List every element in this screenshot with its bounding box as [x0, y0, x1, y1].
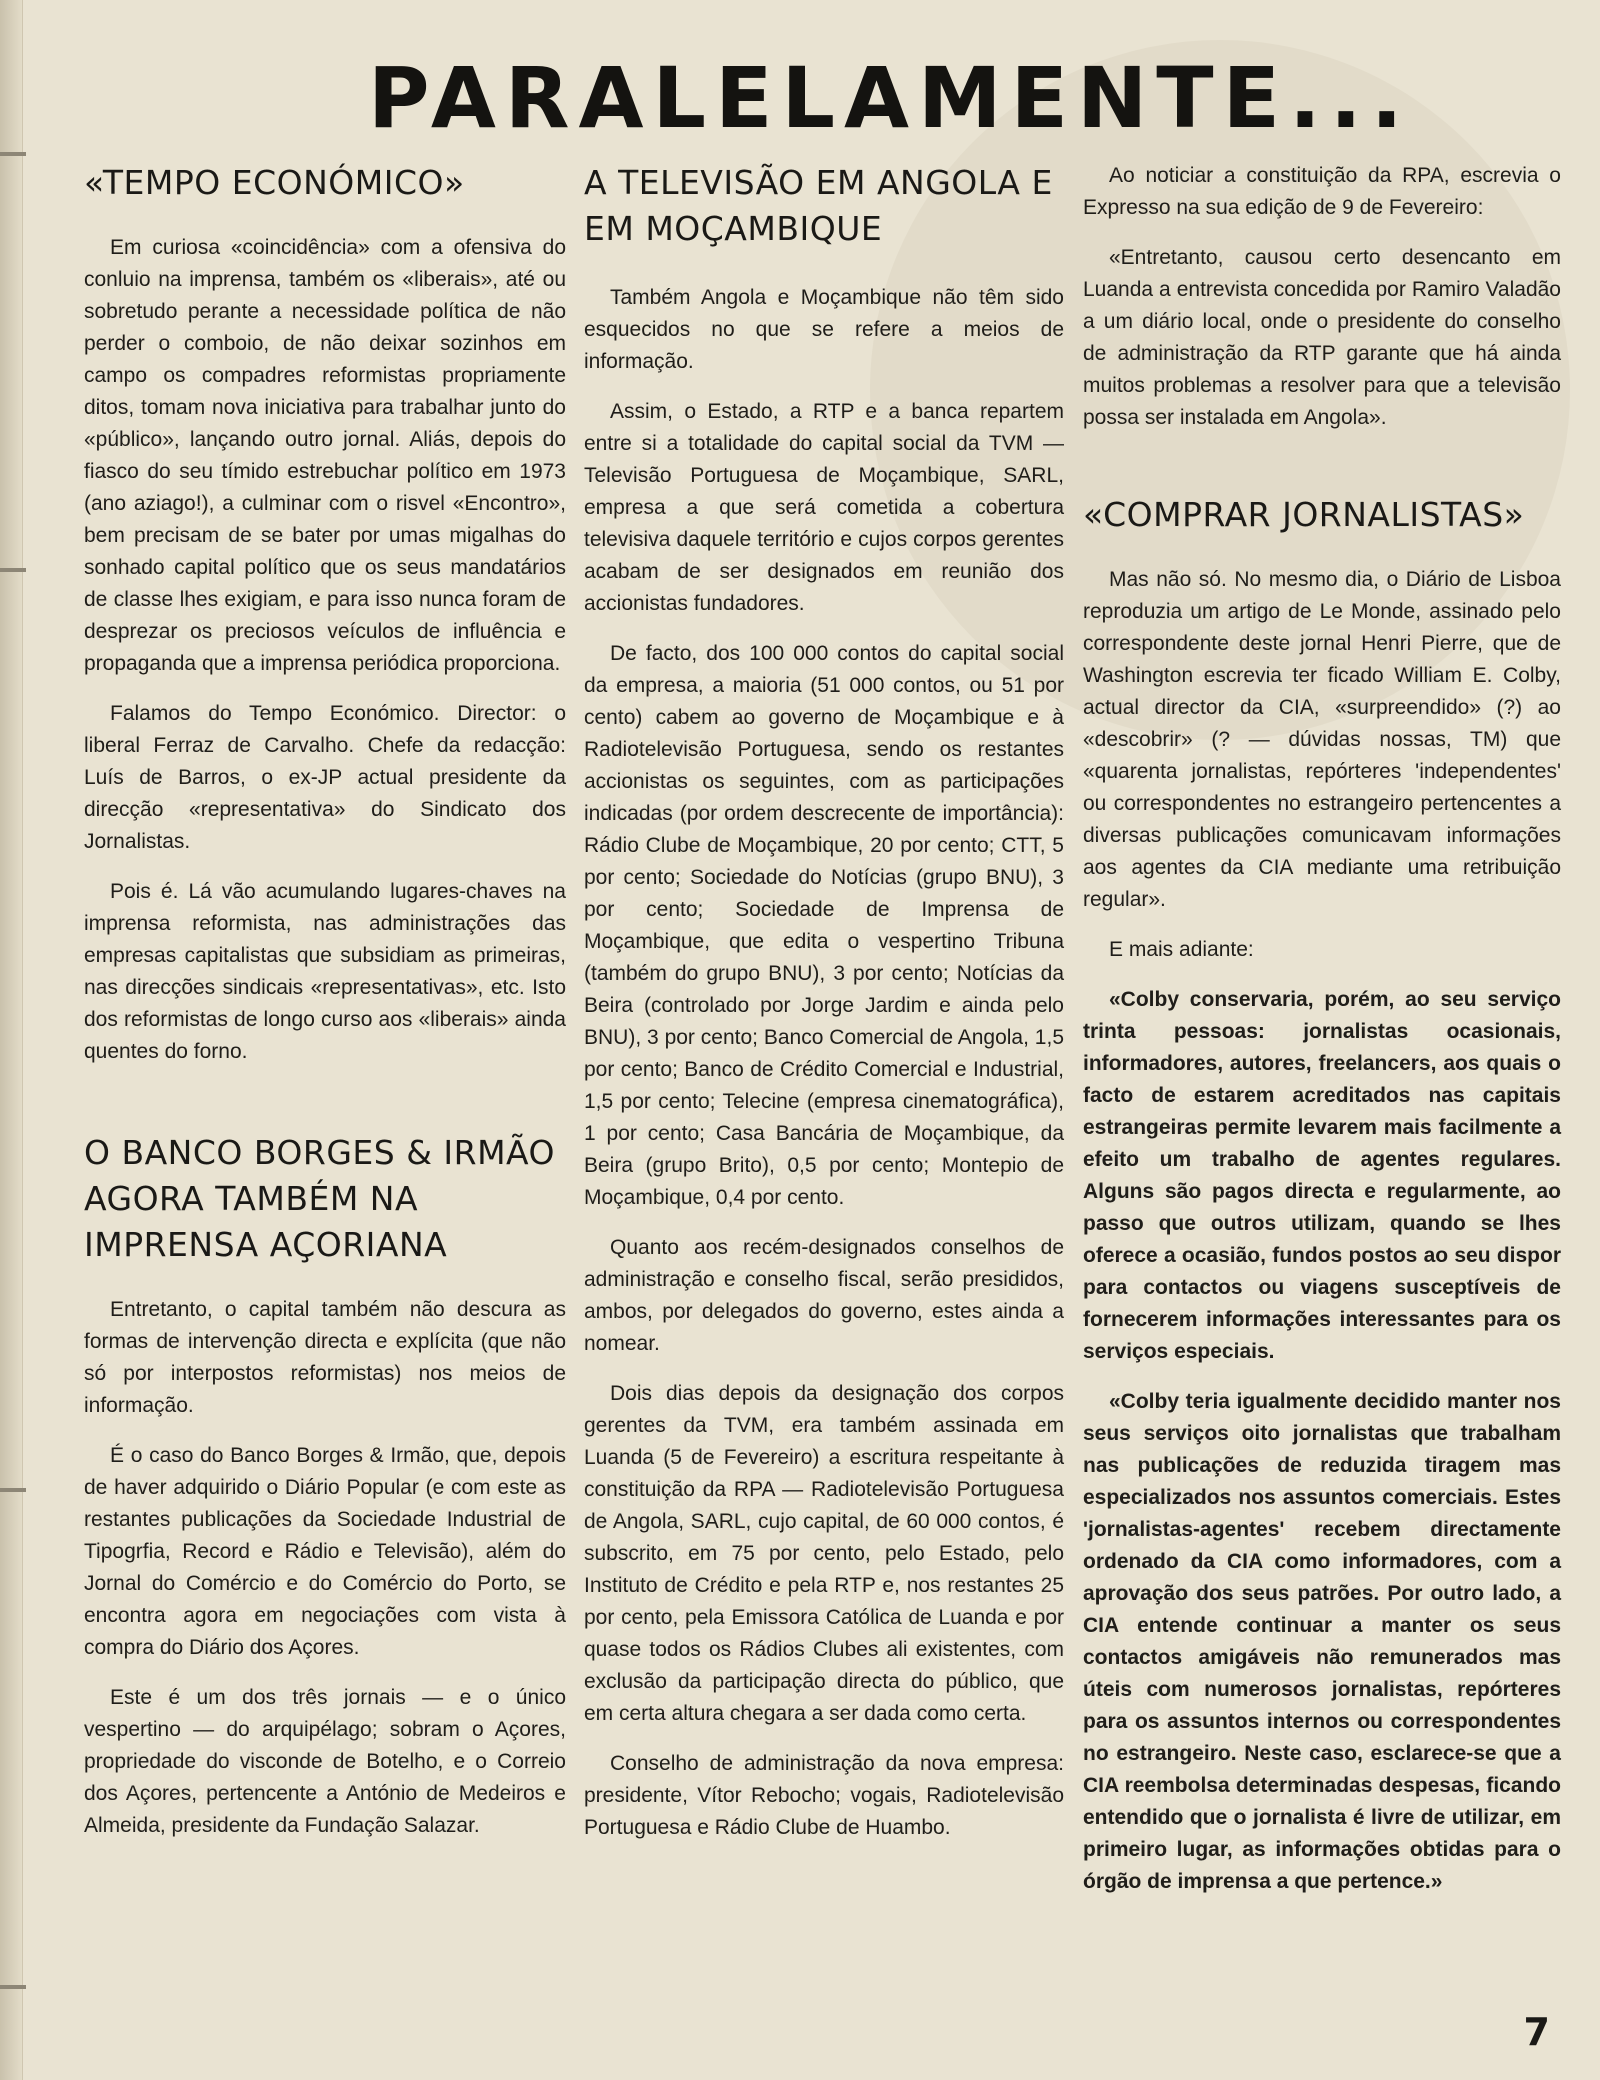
- binding-ring: [0, 1985, 26, 1989]
- page-title: PARALELAMENTE...: [368, 49, 1412, 147]
- page-number: 7: [1523, 2010, 1550, 2054]
- article-paragraph: Entretanto, o capital também não descura as formas de intervenção directa e explícita (que não só por interpostos reformistas) nos meios de informação.: [84, 1298, 566, 1417]
- article-paragraph: «Entretanto, causou certo desencanto em Luanda a entrevista concedida por Ramiro Valadão a um diário local, onde o presidente do conselho de administração da RTP garante que há ainda muitos problemas a resolver para que a televisão possa ser instalada em Angola».: [1083, 246, 1561, 429]
- section-heading: O BANCO BORGES & IRMÃO AGORA TAMBÉM NA IMPRENSA AÇORIANA: [84, 1133, 556, 1264]
- article-paragraph: Ao noticiar a constituição da RPA, escrevia o Expresso na sua edição de 9 de Fevereiro:: [1083, 164, 1561, 219]
- section-heading: «COMPRAR JORNALISTAS»: [1083, 495, 1525, 534]
- article-paragraph: Em curiosa «coincidência» com a ofensiva do conluio na imprensa, também os «liberais», até ou sobretudo perante a necessidade política de não perder o comboio, de não deixar sozinhos em campo os compadres reformistas propriamente ditos, tomam nova iniciativa para trabalhar junto do «público», lançando outro jornal. Aliás, depois do fiasco do seu tímido estrebuchar político em 1973 (ano aziago!), a culminar com o risvel «Encontro», bem precisam de se bater por umas migalhas do sonhado capital político que os seus mandatários de classe lhes exigiam, e para isso nunca foram de desprezar os preciosos veículos de influência e propaganda que a imprensa periódica proporciona.: [84, 236, 566, 675]
- article-paragraph: Pois é. Lá vão acumulando lugares-chaves na imprensa reformista, nas administrações das empresas capitalistas que subsidiam as primeiras, nas direcções sindicais «representativas», etc. Isto dos reformistas de longo curso aos «liberais» ainda quentes do forno.: [84, 880, 566, 1063]
- column-tempo-economico: [84, 160, 566, 1860]
- article-paragraph: Falamos do Tempo Económico. Director: o liberal Ferraz de Carvalho. Chefe da redacção: Luís de Barros, o ex-JP actual presidente da direcção «representativa» do Sindicato dos Jornalistas.: [84, 702, 566, 853]
- column-comprar-jornalistas: [1083, 160, 1561, 1916]
- quoted-paragraph: «Colby conservaria, porém, ao seu serviço trinta pessoas: jornalistas ocasionais, informadores, autores, freelancers, aos quais o facto de estarem acreditados nas capitais estrangeiras permite levarem mais facilmente a efeito um trabalho de agentes regulares. Alguns são pagos directa e regularmente, ao passo que outros utilizam, quando se lhes oferece a ocasião, fundos postos ao seu dispor para contactos ou viagens susceptíveis de fornecerem informações interessantes para os serviços especiais.: [1083, 988, 1561, 1363]
- binding-ring: [0, 568, 26, 572]
- article-paragraph: Assim, o Estado, a RTP e a banca repartem entre si a totalidade do capital social da TVM — Televisão Portuguesa de Moçambique, SARL, empresa a que será cometida a cobertura televisiva daquele território e cujos corpos gerentes acabam de ser designados em reunião dos accionistas fundadores.: [584, 400, 1064, 615]
- article-paragraph: Conselho de administração da nova empresa: presidente, Vítor Rebocho; vogais, Radiotelevisão Portuguesa e Rádio Clube de Huambo.: [584, 1752, 1064, 1839]
- article-paragraph: Dois dias depois da designação dos corpos gerentes da TVM, era também assinada em Luanda (5 de Fevereiro) a escritura respeitante à constituição da RPA — Radiotelevisão Portuguesa de Angola, SARL, cujo capital, de 60 000 contos, é subscrito, em 75 por cento, pelo Estado, pelo Instituto de Crédito e pela RTP e, nos restantes 25 por cento, pela Emissora Católica de Luanda e por quase todos os Rádios Clubes ali existentes, com exclusão da participação directa do público, que em certa altura chegara a ser dada como certa.: [584, 1382, 1064, 1725]
- article-paragraph: É o caso do Banco Borges & Irmão, que, depois de haver adquirido o Diário Popular (e com este as restantes publicações da Sociedade Industrial de Tipogrfia, Record e Rádio e Televisão), além do Jornal do Comércio e do Comércio do Porto, se encontra agora em negociações com vista à compra do Diário dos Açores.: [84, 1444, 566, 1659]
- article-paragraph: Quanto aos recém-designados conselhos de administração e conselho fiscal, serão presididos, ambos, por delegados do governo, estes ainda a nomear.: [584, 1236, 1064, 1355]
- article-paragraph: De facto, dos 100 000 contos do capital social da empresa, a maioria (51 000 contos, ou 51 por cento) cabem ao governo de Moçambique e à Radiotelevisão Portuguesa, sendo os restantes accionistas os seguintes, com as participações indicadas (por ordem descrecente de importância): Rádio Clube de Moçambique, 20 por cento; CTT, 5 por cento; Sociedade do Notícias (grupo BNU), 3 por cento; Sociedade de Imprensa de Moçambique, que edita o vespertino Tribuna (também do grupo BNU), 3 por cento; Notícias da Beira (controlado por Jorge Jardim e ainda pelo BNU), 3 por cento; Banco Comercial de Angola, 1,5 por cento; Banco de Crédito Comercial e Industrial, 1,5 por cento; Telecine (empresa cinematográfica), 1 por cento; Casa Bancária de Moçambique, da Beira (grupo Brito), 0,5 por cento; Montepio de Moçambique, 0,4 por cento.: [584, 642, 1064, 1209]
- section-heading: «TEMPO ECONÓMICO»: [84, 163, 465, 202]
- binding-ring: [0, 152, 26, 156]
- quoted-paragraph: «Colby teria igualmente decidido manter nos seus serviços oito jornalistas que trabalham nas publicações de reduzida tiragem mas especializados nos assuntos comerciais. Estes 'jornalistas-agentes' recebem directamente ordenado da CIA como informadores, com a aprovação dos seus patrões. Por outro lado, a CIA entende continuar a manter os seus contactos amigáveis não remunerados mas úteis com numerosos jornalistas, repórteres para os assuntos internos ou correspondentes no estrangeiro. Neste caso, esclarece-se que a CIA reembolsa determinadas despesas, ficando entendido que o jornalista é livre de utilizar, em primeiro lugar, as informações obtidas para o órgão de imprensa a que pertence.»: [1083, 1390, 1561, 1893]
- article-paragraph: E mais adiante:: [1109, 938, 1254, 961]
- binding-ring: [0, 1488, 26, 1492]
- column-televisao: [584, 160, 1064, 1862]
- article-paragraph: Também Angola e Moçambique não têm sido esquecidos no que se refere a meios de informação.: [584, 286, 1064, 373]
- article-paragraph: Mas não só. No mesmo dia, o Diário de Lisboa reproduzia um artigo de Le Monde, assinado pelo correspondente deste jornal Henri Pierre, que de Washington escrevia ter ficado William E. Colby, actual director da CIA, «surpreendido» (?) ao «descobrir» (? — dúvidas nossas, TM) que «quarenta jornalistas, repórteres 'independentes' ou correspondentes no estrangeiro pertencentes a diversas publicações comunicavam informações aos agentes da CIA mediante uma retribuição regular».: [1083, 568, 1561, 911]
- article-paragraph: Este é um dos três jornais — e o único vespertino — do arquipélago; sobram o Açores, propriedade do visconde de Botelho, e o Correio dos Açores, pertencente a António de Medeiros e Almeida, presidente da Fundação Salazar.: [84, 1686, 566, 1837]
- section-heading: A TELEVISÃO EM ANGOLA E EM MOÇAMBIQUE: [584, 163, 1053, 248]
- page-binding-edge: [0, 0, 23, 2080]
